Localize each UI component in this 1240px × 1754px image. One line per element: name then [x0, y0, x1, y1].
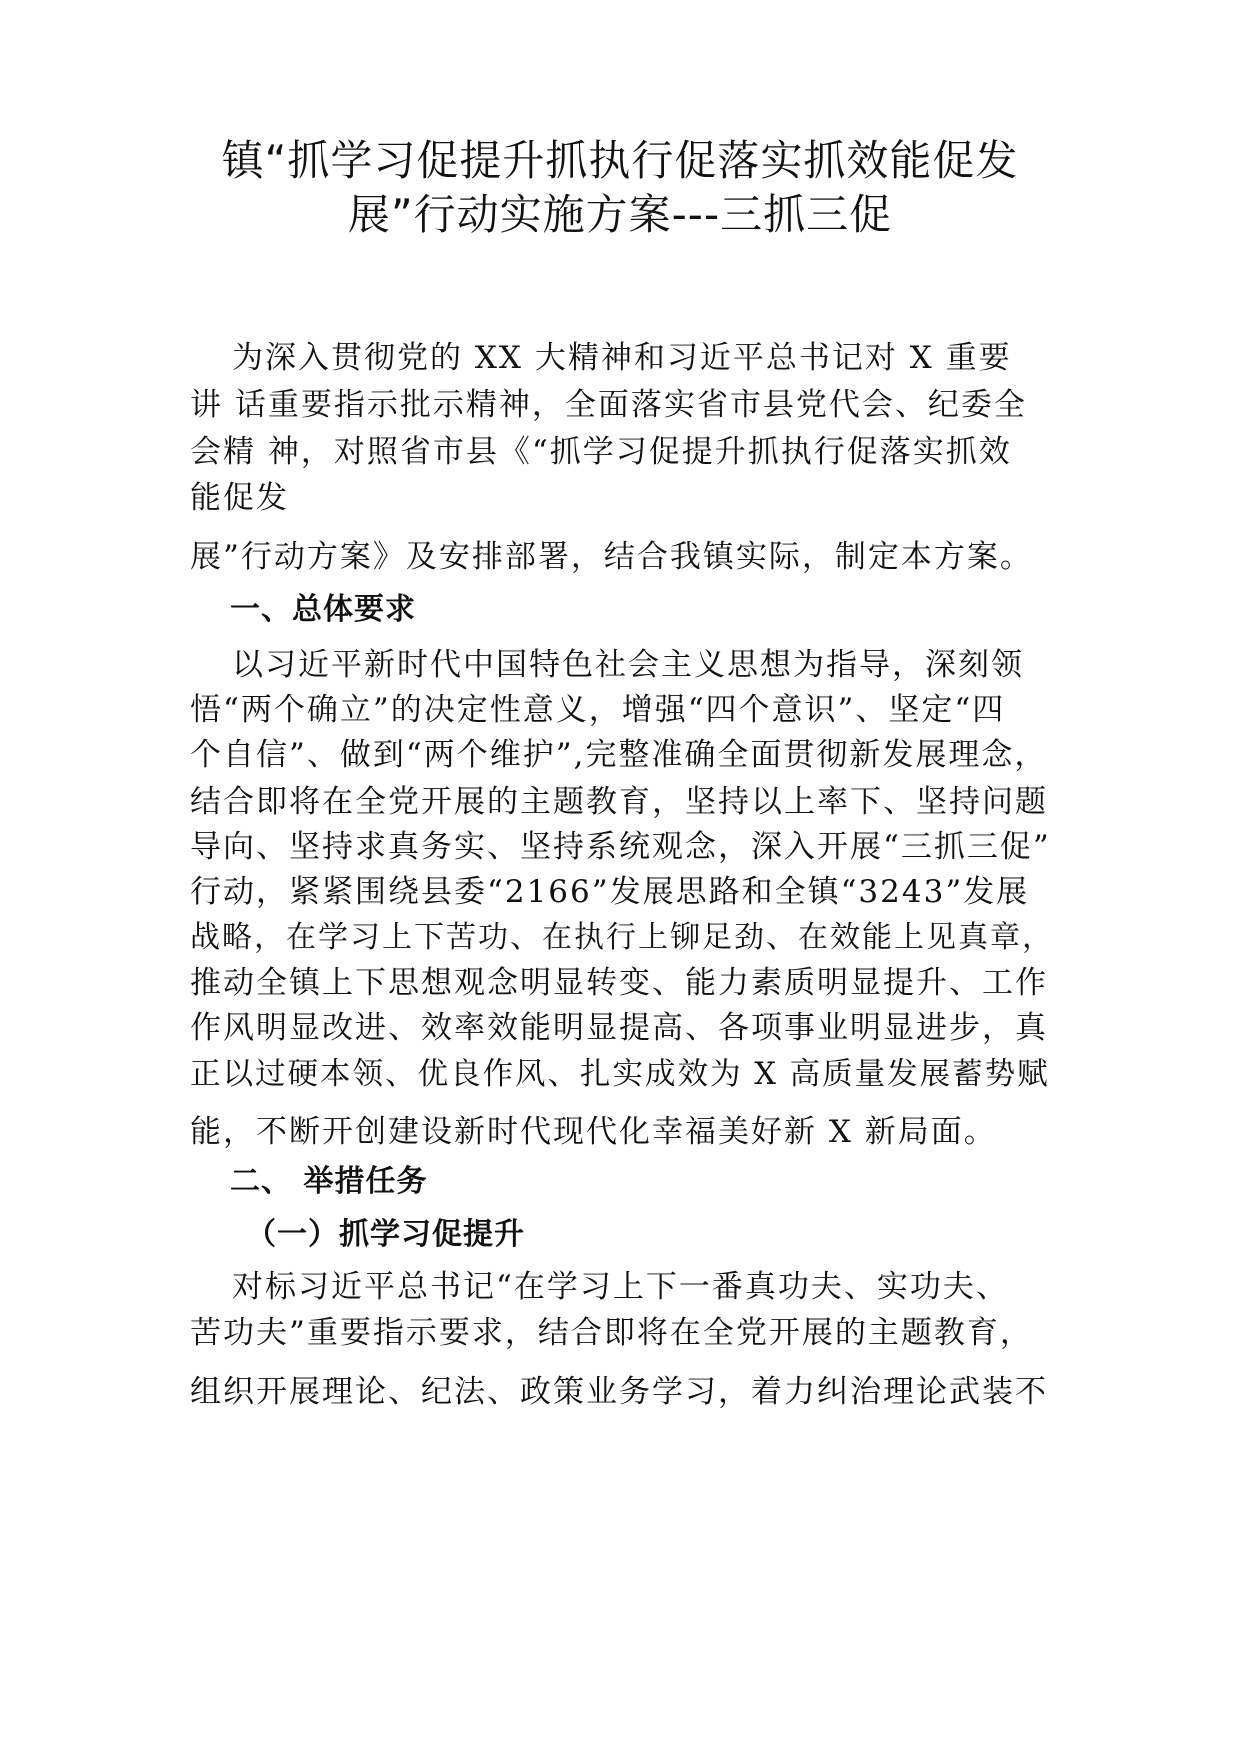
section1-line-2: 悟“两个确立”的决定性意义，增强“四个意识”、坚定“四 [190, 692, 1006, 728]
section1-line-4: 结合即将在全党开展的主题教育，坚持以上率下、坚持问题 [190, 784, 1048, 820]
section2-line-2: 苦功夫”重要指示要求，结合即将在全党开展的主题教育， [190, 1315, 1033, 1351]
section1-line-3: 个自信”、做到“两个维护”,完整准确全面贯彻新发展理念， [190, 737, 1048, 773]
section1-line-11: 能，不断开创建设新时代现代化幸福美好新 X 新局面。 [190, 1114, 997, 1150]
section1-line-5: 导向、坚持求真务实、坚持系统观念，深入开展“三抓三促” [190, 829, 1051, 865]
intro-line-3: 会精 神，对照省市县《“抓学习促提升抓执行促落实抓效 [190, 434, 1012, 470]
document-title-line-1: 镇“抓学习促提升抓执行促落实抓效能促发 [221, 136, 1019, 185]
intro-line-2: 讲 话重要指示批示精神，全面落实省市县党代会、纪委全 [190, 387, 1027, 423]
section1-line-8: 推动全镇上下思想观念明显转变、能力素质明显提升、工作 [190, 965, 1048, 1001]
intro-line-4: 能促发 [190, 480, 289, 516]
section1-line-9: 作风明显改进、效率效能明显提高、各项事业明显进步，真 [190, 1010, 1048, 1046]
subsection-heading-study: （一）抓学习促提升 [246, 1217, 525, 1252]
intro-line-1: 为深入贯彻党的 XX 大精神和习近平总书记对 X 重要 [232, 340, 1012, 376]
section1-line-1: 以习近平新时代中国特色社会主义思想为指导，深刻领 [232, 647, 1024, 683]
section1-line-6: 行动，紧紧围绕县委“2166”发展思路和全镇“3243”发展 [190, 874, 1030, 910]
section1-line-7: 战略，在学习上下苦功、在执行上铆足劲、在效能上见真章， [190, 920, 1054, 955]
section-heading-general-requirements: 一、总体要求 [230, 592, 416, 627]
intro-line-5: 展”行动方案》及安排部署，结合我镇实际，制定本方案。 [190, 539, 1033, 575]
section-heading-measures-tasks: 二、 举措任务 [230, 1164, 428, 1199]
section1-line-10: 正以过硬本领、优良作风、扎实成效为 X 高质量发展蓄势赋 [190, 1057, 1050, 1092]
section2-line-1: 对标习近平总书记“在学习上下一番真功夫、实功夫、 [232, 1269, 1009, 1305]
document-title-line-2: 展”行动实施方案---三抓三促 [347, 190, 893, 239]
section2-line-3: 组织开展理论、纪法、政策业务学习，着力纠治理论武装不 [190, 1374, 1048, 1410]
